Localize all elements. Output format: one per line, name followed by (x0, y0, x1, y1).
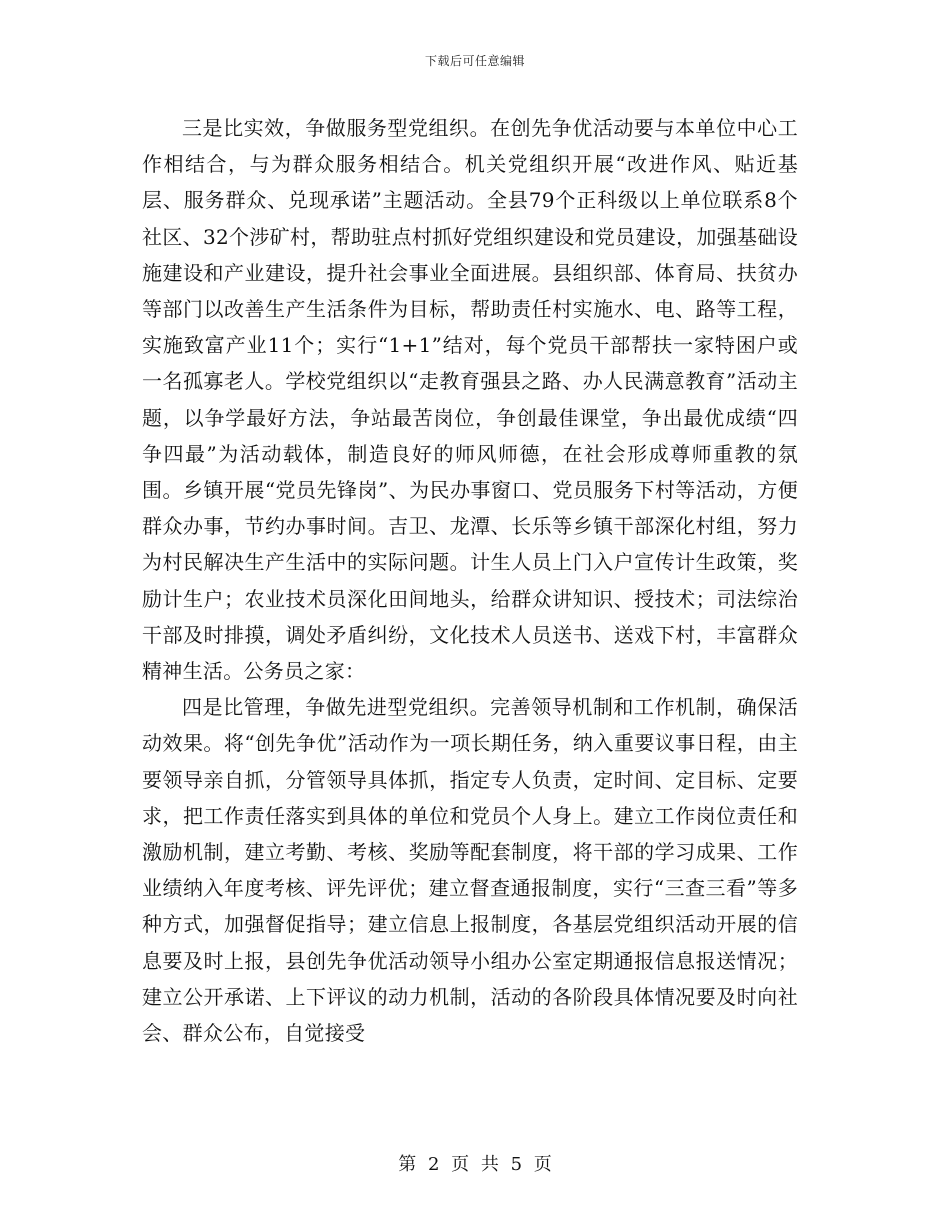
paragraph-4-management: 四是比管理，争做先进型党组织。完善领导机制和工作机制，确保活动效果。将“创先争优”活动作为一项长期任务，纳入重要议事日程，由主要领导亲自抓，分管领导具体抓，指定专人负责，定时间、定目标、定要求，把工作责任落实到具体的单位和党员个人身上。建立工作岗位责任和激励机制，建立考勤、考核、奖励等配套制度，将干部的学习成果、工作业绩纳入年度考核、评先评优；建立督查通报制度，实行“三查三看”等多种方式，加强督促指导；建立信息上报制度，各基层党组织活动开展的信息要及时上报，县创先争优活动领导小组办公室定期通报信息报送情况；建立公开承诺、上下评议的动力机制，活动的各阶段具体情况要及时向社会、群众公布，自觉接受 (142, 695, 798, 1046)
document-body (142, 110, 798, 1051)
footer-label-page: 第 (398, 1154, 417, 1175)
footer-total-pages: 5 (510, 1154, 523, 1175)
page-header-note: 下载后可任意编辑 (424, 54, 525, 68)
footer-label-unit: 页 (451, 1154, 470, 1175)
footer-current-page: 2 (427, 1154, 440, 1175)
paragraph-3-service: 三是比实效，争做服务型党组织。在创先争优活动要与本单位中心工作相结合，与为群众服务相结合。机关党组织开展“改进作风、贴近基层、服务群众、兑现承诺”主题活动。全县79个正科级以上单位联系8个社区、32个涉矿村，帮助驻点村抓好党组织建设和党员建设，加强基础设施建设和产业建设，提升社会事业全面进展。县组织部、体育局、扶贫办等部门以改善生产生活条件为目标，帮助责任村实施水、电、路等工程，实施致富产业11个；实行“1+1”结对，每个党员干部帮扶一家特困户或一名孤寡老人。学校党组织以“走教育强县之路、办人民满意教育”活动主题，以争学最好方法，争站最苦岗位，争创最佳课堂，争出最优成绩“四争四最”为活动载体，制造良好的师风师德，在社会形成尊师重教的氛围。乡镇开展“党员先锋岗”、为民办事窗口、党员服务下村等活动，方便群众办事，节约办事时间。吉卫、龙潭、长乐等乡镇干部深化村组，努力为村民解决生产生活中的实际问题。计生人员上门入户宣传计生政策，奖励计生户；农业技术员深化田间地头，给群众讲知识、授技术；司法综治干部及时排摸，调处矛盾纠纷，文化技术人员送书、送戏下村，丰富群众精神生活。公务员之家： (142, 116, 798, 684)
footer-label-unit2: 页 (533, 1154, 552, 1175)
page-number-footer (0, 1150, 950, 1176)
footer-label-total: 共 (480, 1154, 499, 1175)
